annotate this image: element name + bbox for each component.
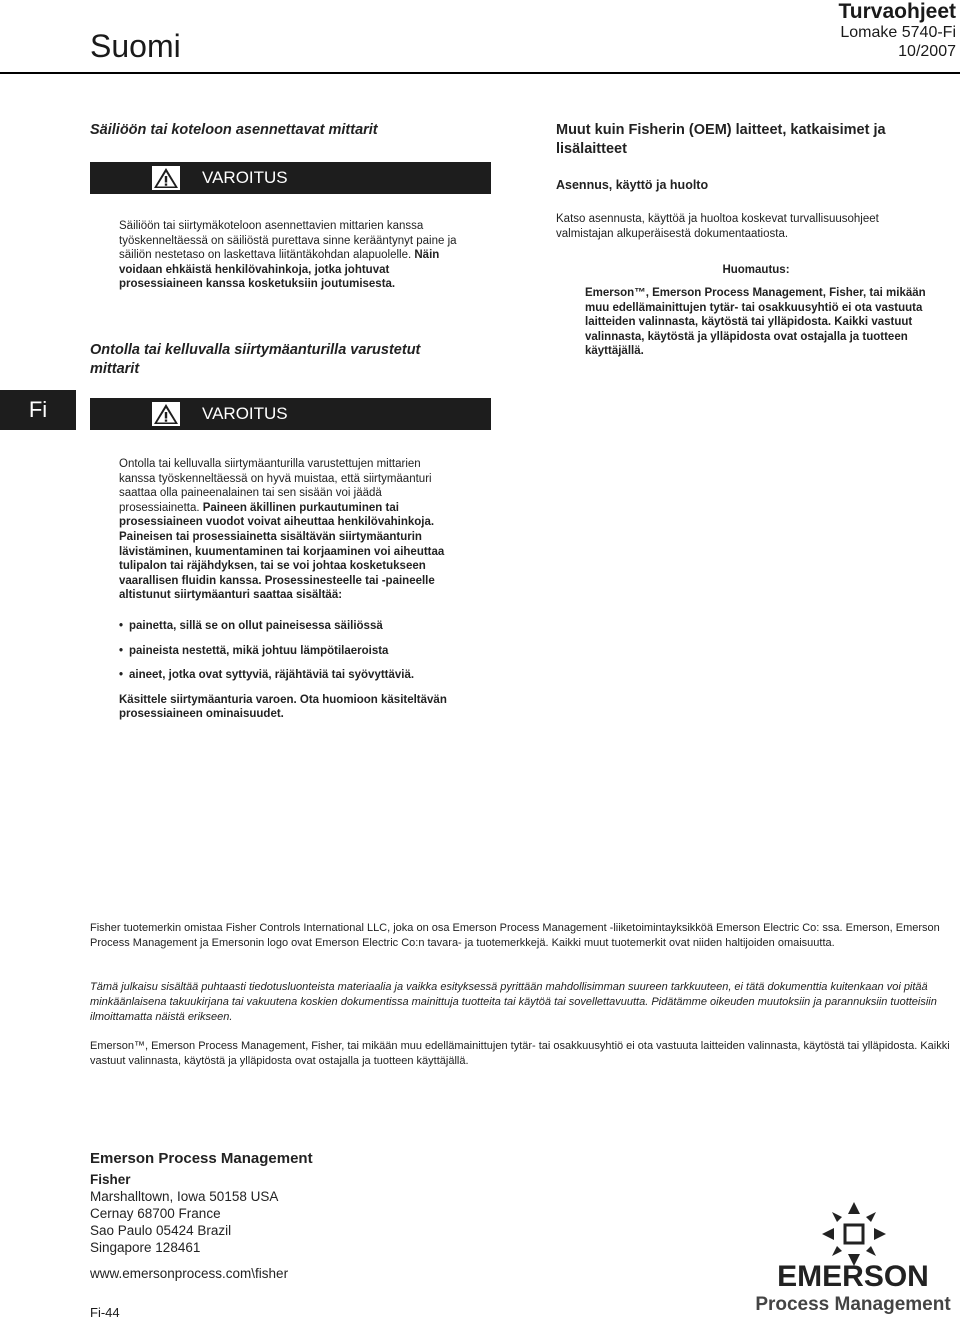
language-label: Suomi [90,28,181,64]
language-side-tab: Fi [0,390,76,430]
warning-bar-2 [90,398,491,430]
oem-paragraph: Katso asennusta, käyttöä ja huoltoa koskevat turvallisuusohjeet valmistajan alkuperäisestä dokumentaatiosta. [556,213,879,240]
note-text: Emerson™, Emerson Process Management, Fisher, tai mikään muu edellämainittujen tytär- tai osakkuusyhtiö ei ota vastuuta laitteiden valinnasta, käytöstä tai ylläpidosta. Kaikki vastuut valinnasta, käytöstä ja ylläpidosta ovat ostajalla ja tuotteen käyttäjällä. [585,287,926,358]
address-block [90,1150,313,1282]
header-rule [0,72,960,74]
disclaimer-notice: Tämä julkaisu sisältää puhtaasti tiedotusluonteista materiaalia ja vaikka esityksessä pyrittään mahdollisimman suureen tarkkuuteen, ei tätä dokumenttia kuitenkaan voi pitää minkäänlaisena takuukirjana tai vakuutena koskien dokumentissa mainittuja tuotteita tai käytöä tai sovellettavuutta. Pidätämme oikeuden muutoksiin ja parannuksiin tuotteisiin ilmoittamatta näistä erikseen. [90,981,937,1023]
warning-text-1 [119,219,464,292]
logo-word: EMERSON [777,1260,929,1293]
warning-triangle-icon [152,402,180,426]
address-line: Marshalltown, Iowa 50158 USA [90,1189,279,1204]
list-item: • aineet, jotka ovat syttyviä, räjähtäviä tai syövyttäviä. [119,668,453,683]
hazard-list [119,619,453,683]
logo-tagline: Process Management [755,1294,951,1315]
list-item: • painetta, sillä se on ollut paineisessa säiliössä [119,619,453,634]
brand-name: Fisher [90,1172,131,1187]
section-heading-tank-mounted: Säiliöön tai koteloon asennettavat mittarit [90,122,378,138]
section-subheading-oem: Asennus, käyttö ja huolto [556,178,709,192]
warning-text-1-normal: Säiliöön tai siirtymäkoteloon asennettavien mittarien kanssa työskenneltäessä on säiliöstä purettava sinne kerääntynyt paine ja säiliön nestetaso on laskettava liitäntäkohdan alapuolelle. [119,220,457,262]
header-info [839,0,956,61]
warning-text-2-a: Ontolla tai kelluvalla siirtymäanturilla varustettujen mittarien kanssa työskenneltäessä on hyvä muistaa, että siirtymäanturi saattaa olla paineenalainen tai sen sisään voi jäädä prosessiainetta. [119,458,432,514]
list-item: • paineista nestettä, mikä johtuu lämpötilaeroista [119,644,453,659]
liability-notice: Emerson™, Emerson Process Management, Fisher, tai mikään muu edellämainittujen tytär- tai osakkuusyhtiö ei ota vastuuta laitteiden valinnasta, käytöstä tai ylläpidosta. Kaikki vastuut valinnasta, käytöstä ja ylläpidosta ovat ostajalla ja tuotteen käyttäjällä. [90,1040,950,1067]
warning-text-2-d: Prosessinesteelle tai -paineelle altistunut siirtymäanturi saattaa sisältää: [119,574,435,602]
warning-label: VAROITUS [202,168,288,187]
section-heading-displacer: Ontolla tai kelluvalla siirtymäanturilla varustetut mittarit [90,342,421,377]
warning-text-2-c: Paineisen tai prosessiainetta sisältävän siirtymäanturin lävistäminen, kuumentaminen tai korjaaminen voi aiheuttaa tulipalon tai räjähdyksen, tai se voi johtaa kosketukseen vaarallisen fluidin kanssa. [119,530,445,587]
warning-text-1-bold: Näin voidaan ehkäistä henkilövahinkoja, jotka johtuvat prosessiaineen kanssa kosketuksiin joutumisesta. [119,249,440,291]
warning-text-2-para [119,457,453,603]
warning-text-2-closing: Käsittele siirtymäanturia varoen. Ota huomioon käsiteltävän prosessiaineen ominaisuudet. [119,693,447,721]
warning-text-2-b: Paineen äkillinen purkautuminen tai prosessiaineen vuodot voivat aiheuttaa henkilövahinkoja. [119,501,435,529]
note-label: Huomautus: [722,264,790,276]
address-line: Cernay 68700 France [90,1206,221,1221]
address-line: Singapore 128461 [90,1240,201,1255]
website-link[interactable]: www.emersonprocess.com\fisher [90,1266,289,1281]
warning-label: VAROITUS [202,404,288,423]
warning-text-2 [119,457,453,722]
emerson-logo [748,1200,958,1316]
section-heading-oem: Muut kuin Fisherin (OEM) laitteet, katkaisimet ja lisälaitteet [556,122,886,157]
page-number: Fi-44 [90,1305,120,1320]
trademark-notice: Fisher tuotemerkin omistaa Fisher Controls International LLC, joka on osa Emerson Process Management -liiketoimintayksikköä Emerson Electric Co: ssa. Emerson, Emerson Process Management ja Emersonin logo ovat Emerson Electric Co:n tavara- ja tuotemerkkejä. Kaikki muut tuotemerkit ovat niiden haltijoiden omaisuutta. [90,922,940,949]
warning-triangle-icon [152,166,180,190]
document-title: Turvaohjeet [838,0,956,23]
warning-bar-1 [90,162,491,194]
company-name: Emerson Process Management [90,1150,313,1167]
form-number: Lomake 5740-Fi [840,24,956,42]
document-date: 10/2007 [898,42,956,60]
address-line: Sao Paulo 05424 Brazil [90,1223,232,1238]
